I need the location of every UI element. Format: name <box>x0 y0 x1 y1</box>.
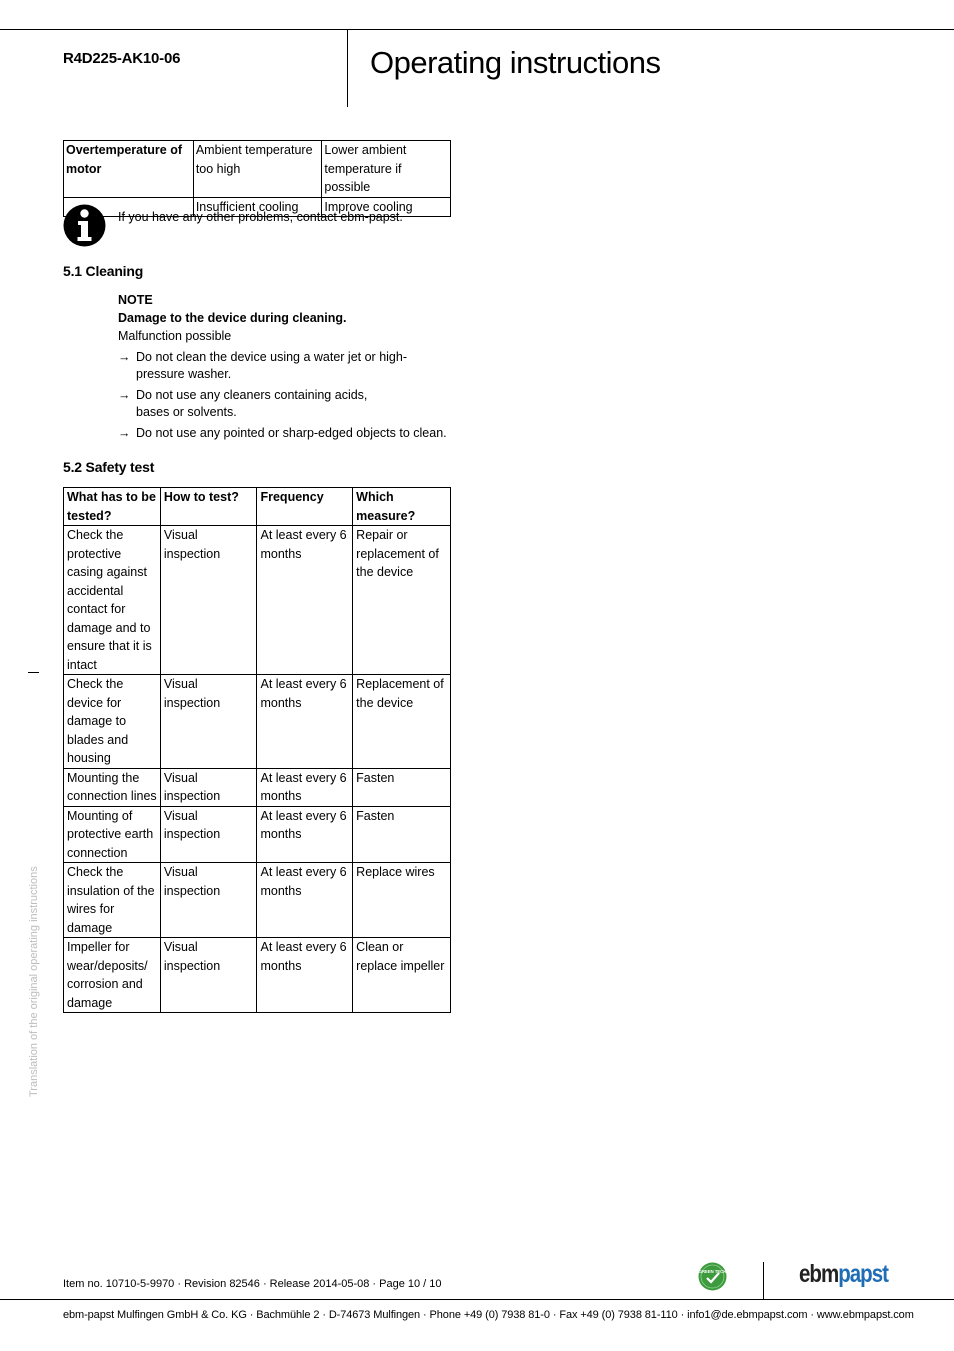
table-cell: Clean or replace impeller <box>353 938 451 1013</box>
table-cell: Check the protective casing against accidental contact for damage and to ensure that it is intact <box>64 526 161 675</box>
logo-papst: papst <box>838 1260 888 1288</box>
table-cell: Visual inspection <box>160 938 257 1013</box>
section-heading-cleaning: 5.1 Cleaning <box>63 263 144 279</box>
list-item <box>118 387 368 421</box>
table-cell: Overtemperature of motor <box>64 141 194 198</box>
cleaning-note <box>118 291 458 446</box>
table-cell: Ambient temperature too high <box>193 141 322 198</box>
green-tech-label: GREEN TECH <box>698 1269 727 1274</box>
document-title: Operating instructions <box>370 45 661 80</box>
info-icon <box>63 204 106 247</box>
column-header: How to test? <box>160 488 257 526</box>
footer-item-line: Item no. 10710-5-9970 · Revision 82546 · Release 2014-05-08 · Page 10 / 10 <box>63 1278 442 1290</box>
table-cell: At least every 6 months <box>257 938 353 1013</box>
troubleshooting-table-body <box>64 141 451 217</box>
table-cell: Fasten <box>353 806 451 863</box>
safety-test-table <box>63 487 451 1013</box>
model-number: R4D225-AK10-06 <box>63 50 181 67</box>
ebmpapst-logo <box>799 1260 888 1289</box>
footer-company-line: ebm-papst Mulfingen GmbH & Co. KG · Bachmühle 2 · D-74673 Mulfingen · Phone +49 (0) 7938 81-0 · Fax +49 (0) 7938 81-110 · info1@de.ebmpapst.com · www.ebmpapst.com <box>63 1309 914 1321</box>
troubleshooting-table <box>63 140 451 217</box>
info-text: If you have any other problems, contact ebm-papst. <box>118 210 403 224</box>
table-header-row <box>64 488 451 526</box>
column-header: Frequency <box>257 488 353 526</box>
table-cell: Check the insulation of the wires for damage <box>64 863 161 938</box>
note-label: NOTE <box>118 293 153 307</box>
column-header: Which measure? <box>353 488 451 526</box>
arrow-icon: → <box>118 426 131 440</box>
table-row <box>64 675 451 769</box>
arrow-icon: → <box>118 388 131 402</box>
table-cell: Visual inspection <box>160 526 257 675</box>
side-note: Translation of the original operating instructions <box>28 866 40 1097</box>
safety-test-table-body <box>64 526 451 1013</box>
list-item-text: Do not use any cleaners containing acids, bases or solvents. <box>136 388 368 419</box>
table-cell: Replace wires <box>353 863 451 938</box>
table-cell: Insufficient cooling <box>193 197 322 217</box>
table-cell: At least every 6 months <box>257 526 353 675</box>
table-cell: Check the device for damage to blades and housing <box>64 675 161 769</box>
table-cell: Improve cooling <box>322 197 451 217</box>
list-item <box>118 425 458 442</box>
green-tech-badge-icon <box>698 1262 727 1291</box>
table-cell: Fasten <box>353 768 451 806</box>
table-cell: Visual inspection <box>160 806 257 863</box>
note-list <box>118 349 458 442</box>
column-header: What has to be tested? <box>64 488 161 526</box>
list-item <box>118 349 448 383</box>
table-cell: Mounting of protective earth connection <box>64 806 161 863</box>
table-cell: Visual inspection <box>160 768 257 806</box>
note-title: Damage to the device during cleaning. <box>118 311 347 325</box>
section-heading-safety-test: 5.2 Safety test <box>63 459 155 475</box>
table-cell: At least every 6 months <box>257 806 353 863</box>
note-subtitle: Malfunction possible <box>118 329 232 343</box>
table-cell: Mounting the connection lines <box>64 768 161 806</box>
header-top-rule <box>0 29 954 30</box>
list-item-text: Do not use any pointed or sharp-edged objects to clean. <box>136 426 447 440</box>
table-cell: Repair or replacement of the device <box>353 526 451 675</box>
footer-rule <box>0 1299 954 1300</box>
header-divider <box>347 29 348 107</box>
table-row <box>64 141 451 198</box>
table-cell: At least every 6 months <box>257 675 353 769</box>
table-row <box>64 526 451 675</box>
table-cell: Impeller for wear/deposits/ corrosion and damage <box>64 938 161 1013</box>
table-row <box>64 806 451 863</box>
arrow-icon: → <box>118 350 131 364</box>
logo-divider <box>763 1262 764 1300</box>
list-item-text: Do not clean the device using a water jet or high-pressure washer. <box>136 350 407 381</box>
logo-ebm: ebm <box>799 1260 839 1288</box>
table-row <box>64 938 451 1013</box>
table-cell: At least every 6 months <box>257 768 353 806</box>
table-cell: Visual inspection <box>160 675 257 769</box>
table-row <box>64 768 451 806</box>
margin-tick <box>28 672 39 673</box>
table-cell: Replacement of the device <box>353 675 451 769</box>
table-cell: At least every 6 months <box>257 863 353 938</box>
table-cell: Lower ambient temperature if possible <box>322 141 451 198</box>
table-cell: Visual inspection <box>160 863 257 938</box>
table-row <box>64 863 451 938</box>
